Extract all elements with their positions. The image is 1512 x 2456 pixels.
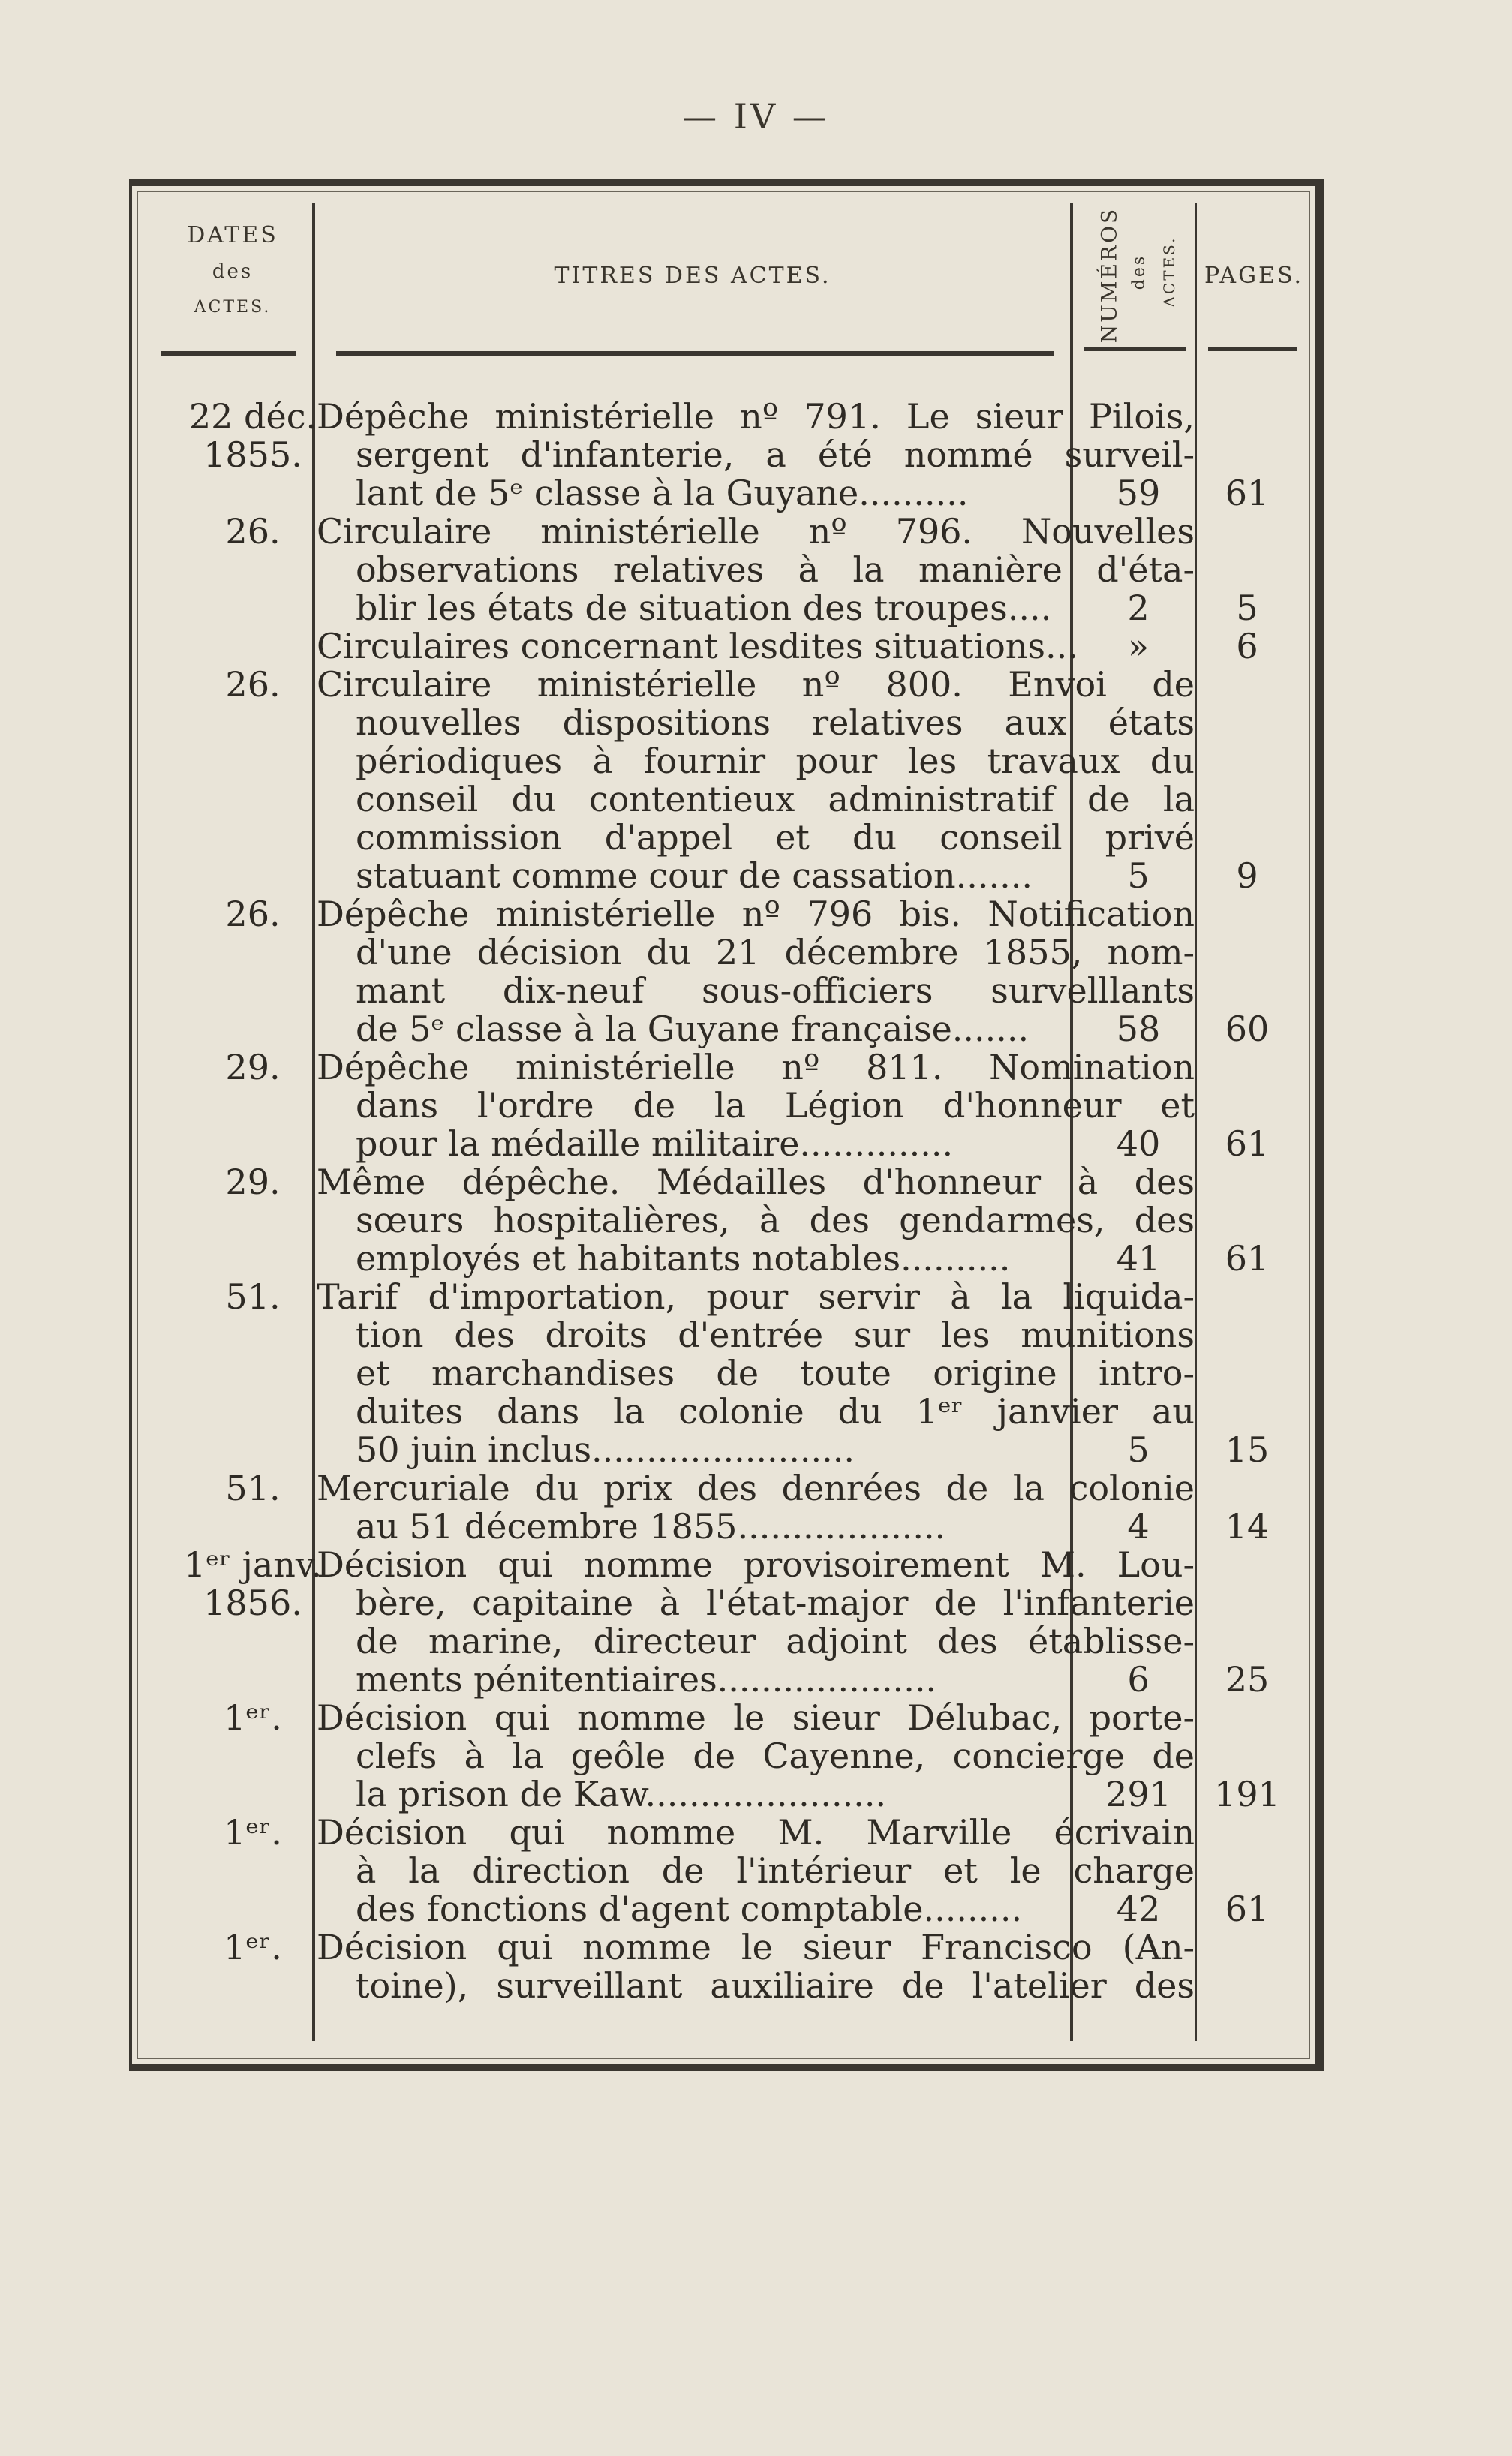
entry-title: Décision qui nomme le sieur Délubac, porte- clefs à la geôle de Cayenne, concierge de la prison de Kaw...................... [317, 1699, 1195, 1814]
entry-numero: 4 [1127, 1506, 1150, 1547]
entry-title: Dépêche ministérielle nº 791. Le sieur Pilois, sergent d'infanterie, a été nommé surveil- lant de 5ᵉ classe à la Guyane.......... [317, 398, 1195, 513]
header-pages: PAGES. [1204, 263, 1303, 289]
entry-title: Circulaire ministérielle nº 796. Nouvelles observations relatives à la manière d'éta- blir les états de situation des troupes.... [317, 513, 1195, 627]
header-numeros [1073, 203, 1193, 345]
header-titles: TITRES DES ACTES. [554, 263, 831, 289]
entry-page: 6 [1236, 626, 1258, 666]
entry-date: 51. [225, 1468, 281, 1508]
entry-title: Décision qui nomme provisoirement M. Lou- bère, capitaine à l'état-major de l'infanterie de marine, directeur adjoint des établisse- ments pénitentiaires.................... [317, 1546, 1195, 1699]
entry-date: 26. [225, 894, 281, 934]
header-dates [158, 218, 308, 326]
entry-numero: 291 [1105, 1774, 1171, 1814]
entry-page: 60 [1225, 1009, 1270, 1049]
entry-date: 51. [225, 1276, 281, 1317]
entry-title: Mercuriale du prix des denrées de la colonie au 51 décembre 1855................... [317, 1469, 1195, 1546]
entry-title: Dépêche ministérielle nº 811. Nomination dans l'ordre de la Légion d'honneur et pour la médaille militaire.............. [317, 1048, 1195, 1163]
header-dates-line2: des [212, 260, 254, 283]
entry-date: 1ᵉʳ. [224, 1697, 282, 1738]
entry-title: Décision qui nomme le sieur Francisco (An- toine), surveillant auxiliaire de l'atelier des [317, 1928, 1195, 2005]
header-numeros-line3: ACTES. [1160, 236, 1178, 308]
entry-page: 61 [1225, 1238, 1270, 1279]
entry-title: Dépêche ministérielle nº 796 bis. Notification d'une décision du 21 décembre 1855, nom- mant dix-neuf sous-officiers survelllants de 5ᵉ classe à la Guyane française....... [317, 895, 1195, 1048]
entry-date: 1ᵉʳ janv. 1856. [183, 1544, 323, 1623]
entry-date: 1ᵉʳ. [224, 1927, 282, 1968]
entry-numero: 58 [1116, 1009, 1161, 1049]
entry-page: 15 [1225, 1429, 1270, 1470]
entry-numero: 5 [1127, 1429, 1150, 1470]
entry-date: 26. [225, 664, 281, 705]
entry-date: 29. [225, 1162, 281, 1202]
entry-page: 61 [1225, 473, 1270, 513]
entry-page: 61 [1225, 1889, 1270, 1929]
entry-numero: 2 [1127, 588, 1150, 628]
entry-title: Même dépêche. Médailles d'honneur à des sœurs hospitalières, à des gendarmes, des employés et habitants notables.......... [317, 1163, 1195, 1278]
header-numeros-line1: NUMÉROS [1096, 206, 1122, 344]
entry-numero: 40 [1116, 1123, 1161, 1164]
entry-date: 1ᵉʳ. [224, 1812, 282, 1853]
header-dates-line3: ACTES. [194, 298, 272, 317]
entry-date: 29. [225, 1047, 281, 1087]
entry-date: 26. [225, 511, 281, 552]
entry-numero: 42 [1116, 1889, 1161, 1929]
entry-page: 5 [1236, 588, 1258, 628]
entry-page: 9 [1236, 855, 1258, 896]
header-rule [336, 351, 1054, 356]
header-rule [1208, 347, 1297, 351]
entry-numero: 6 [1127, 1659, 1150, 1700]
header-dates-line1: DATES [187, 222, 278, 248]
header-rule [161, 351, 296, 356]
entry-numero: 41 [1116, 1238, 1161, 1279]
header-numeros-line2: des [1129, 254, 1149, 290]
entry-title: Circulaires concernant lesdites situations... [317, 627, 1078, 666]
entry-numero: 59 [1116, 473, 1161, 513]
entry-date: 22 déc. 1855. [188, 396, 317, 475]
entry-title: Tarif d'importation, pour servir à la liquida- tion des droits d'entrée sur les munitions et marchandises de toute origine intro- duites dans la colonie du 1ᵉʳ janvier au 50 juin inclus........................ [317, 1278, 1195, 1469]
entry-numero: » [1127, 626, 1150, 666]
entry-page: 61 [1225, 1123, 1270, 1164]
page-header: — IV — [682, 96, 830, 137]
entry-page: 25 [1225, 1659, 1270, 1700]
column-separator [312, 203, 315, 2041]
entry-page: 191 [1214, 1774, 1280, 1814]
entry-numero: 5 [1127, 855, 1150, 896]
entry-title: Décision qui nomme M. Marville écrivain à la direction de l'intérieur et le charge des fonctions d'agent comptable......... [317, 1814, 1195, 1928]
entry-title: Circulaire ministérielle nº 800. Envoi de nouvelles dispositions relatives aux états périodiques à fournir pour les travaux du conseil du contentieux administratif de la commission d'appel et du conseil privé statuant comme cour de cassation....... [317, 666, 1195, 895]
entry-page: 14 [1225, 1506, 1270, 1547]
